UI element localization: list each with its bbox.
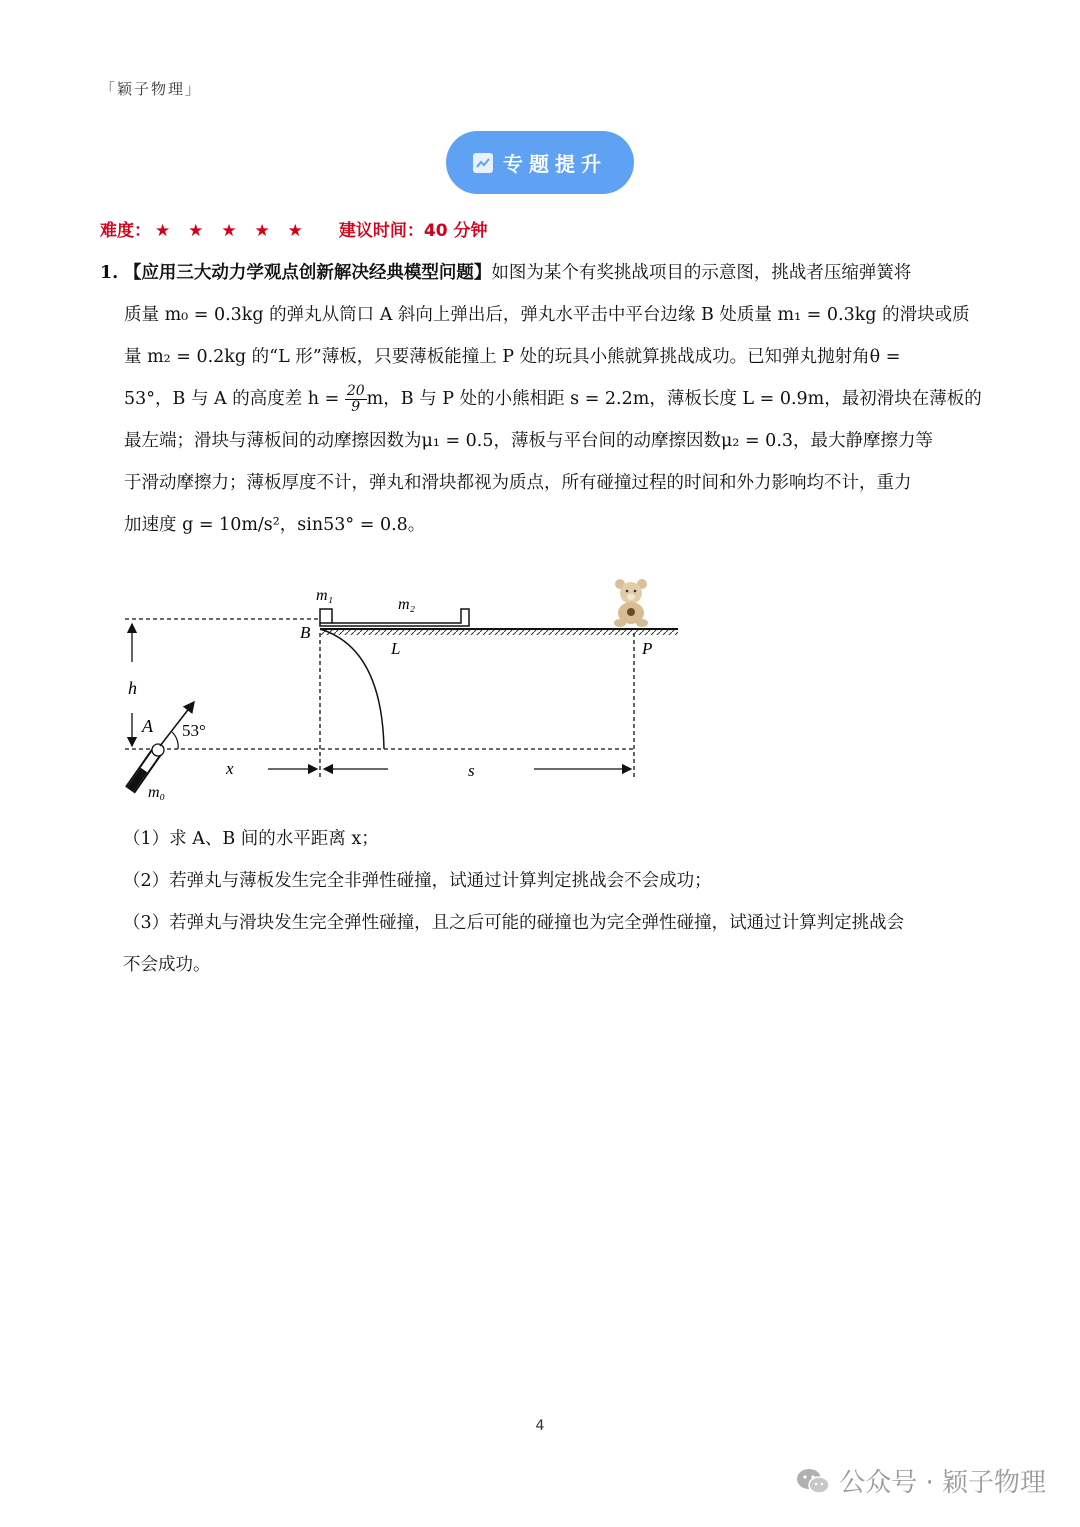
problem-text: 如图为某个有奖挑战项目的示意图，挑战者压缩弹簧将 [491,263,912,283]
problem-line-7: 加速度 g = 10m/s²，sin53° = 0.8。 [124,515,426,535]
source-note: 「颖子物理」 [100,80,203,98]
problem-number: 1. [100,263,119,283]
label-b: B [300,623,311,642]
watermark [795,1462,1046,1499]
label-m2: m₂ [398,596,416,613]
problem-line-6: 于滑动摩擦力；薄板厚度不计，弹丸和滑块都视为质点，所有碰撞过程的时间和外力影响均不计，重力 [124,473,912,493]
problem-tag: 【应用三大动力学观点创新解决经典模型问题】 [123,263,492,283]
label-l: L [391,639,401,658]
time-label: 建议时间： [338,221,424,241]
label-x: x [226,759,234,778]
chart-icon [473,153,493,173]
page-number: 4 [535,1418,545,1434]
label-h: h [128,678,137,698]
problem-line-5: 最左端；滑块与薄板间的动摩擦因数为μ₁ = 0.5，薄板与平台间的动摩擦因数μ₂ = 0.3，最大静摩擦力等 [124,431,934,451]
problem-line-2: 质量 m₀ = 0.3kg 的弹丸从筒口 A 斜向上弹出后，弹丸水平击中平台边缘 B 处质量 m₁ = 0.3kg 的滑块或质 [124,305,970,325]
questions [123,818,985,986]
angle-arc [172,732,178,749]
fraction-numerator: 20 [346,383,365,399]
slider-block [320,609,332,623]
problem-line-3: 量 m₂ = 0.2kg 的“L 形”薄板，只要薄板能撞上 P 处的玩具小熊就算挑战成功。已知弹丸抛射角θ = [124,347,901,367]
physics-diagram [120,578,690,803]
question-2: （2）若弹丸与薄板发生完全非弹性碰撞，试通过计算判定挑战会不会成功； [123,871,712,891]
trajectory-curve [320,629,384,749]
problem-line-1 [100,252,985,294]
problem-statement [100,252,985,546]
label-s: s [468,761,475,780]
fraction-denominator: 9 [351,399,361,415]
label-angle: 53° [182,721,206,740]
label-m0: m₀ [148,784,166,801]
problem-text: 53°，B 与 A 的高度差 h = [124,389,340,409]
wechat-icon [795,1466,831,1496]
pellet [152,744,164,756]
section-badge [446,131,634,194]
time-value: 40 分钟 [423,221,488,241]
question-3: （3）若弹丸与滑块发生完全弹性碰撞，且之后可能的碰撞也为完全弹性碰撞，试通过计算判定挑战会 [123,913,905,933]
problem-line-4 [100,378,985,420]
height-fraction [345,384,367,415]
difficulty-stars: ★ ★ ★ ★ ★ [155,221,309,241]
question-3-continued: 不会成功。 [123,955,211,975]
teddy-bear-icon [614,579,648,627]
label-m1: m₁ [316,587,334,604]
difficulty-line [100,216,487,241]
difficulty-label: 难度： [100,221,151,241]
question-1: （1）求 A、B 间的水平距离 x； [123,829,379,849]
label-p: P [642,639,653,658]
watermark-text: 公众号 · 颖子物理 [839,1468,1046,1498]
l-shaped-board [320,609,469,626]
label-a: A [142,716,153,736]
badge-label: 专题提升 [503,152,607,176]
problem-text: m，B 与 P 处的小熊相距 s = 2.2m，薄板长度 L = 0.9m，最初滑块在薄板的 [366,389,982,409]
